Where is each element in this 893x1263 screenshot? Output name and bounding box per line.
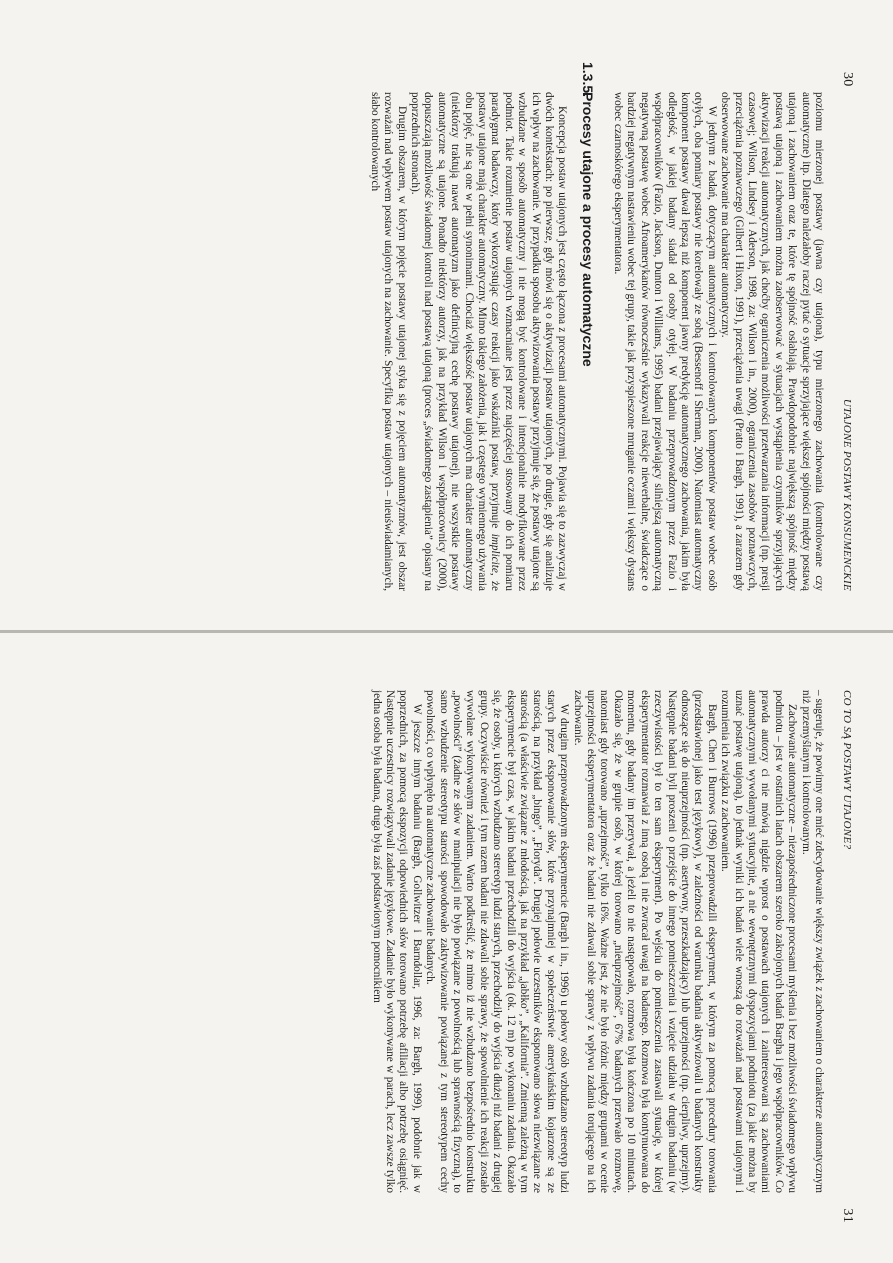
paragraph: Drugim obszarem, w którym pojęcie postawy utajonej styka się z pojęciem automatyzmów, jest obszar rozważań nad wpływem postaw utajonych na zachowanie. Specyfika postaw utajonych – nieuświadamianych, słabo kontrolowanych xyxy=(368,92,408,591)
running-header xyxy=(825,690,855,1223)
running-header xyxy=(825,72,855,591)
section-number: 1.3.5. xyxy=(580,62,597,98)
running-head-title: UTAJONE POSTAWY KONSUMENCKIE xyxy=(841,398,853,591)
paragraph: Bargh, Chen i Burrows (1996) przeprowadzili eksperyment, w którym za pomocą procedury torowania (przedstawionej jako test językowy), w zależności od warunku badania aktywizowali u badanych konstrukty odnoszące się do nieuprzejmości (np. asertywny, przeszkadzający) lub uprzejmości (np. cierpliwy, uprzejmy). Następnie badani byli proszeni o przejście do innego pomieszczenia i wzięcie udziału w drugim badaniu (w rzeczywistości był to ten sam eksperyment). Po wejściu do pomieszczenia zastawali sytuację, w której eksperymentator rozmawiał z inną osobą i nie zwracał uwagi na badanego. Rozmowa była kontynuowana do momentu, gdy badany im przerywał, a jeżeli to nie następowało, rozmowa była kończona po 10 minutach. Okazało się, że w grupie osób, w której torowano „nieuprzejmość”, 67% badanych przerwało rozmowę, natomiast gdy torowano „uprzejmość”, tylko 16%. Ważne jest, że nie było różnic między grupami w ocenie uprzejmości eksperymentatora oraz że badani nie zdawali sobie sprawy z wpływu zadania torującego na ich zachowanie. xyxy=(571,690,718,1193)
paragraph: W drugim przeprowadzonym eksperymencie (Bargh i in., 1996) u połowy osób wzbudzano stereotyp ludzi starych przez eksponowanie słów, które przynajmniej w społeczeństwie amerykańskim kojarzone są ze starością, na przykład „bingo”, „Floryda”. Drugiej połowie uczestników eksponowano słowa niezwiązane ze starością (a właściwie związane z młodością, jak na przykład „jabłko”, „Kalifornia”. Zmienną zależną w tym eksperymencie był czas, w jakim badani przechodzili do wyjścia (ok. 12 m) po wykonaniu zadania. Okazało się, że osoby, u których wzbudzano stereotyp ludzi starych, przechodziły do wyjścia dłużej niż badani z drugiej grupy. Oczywiście również i tym razem badani nie zdawali sobie sprawy, że spowolnienie ich reakcji zostało wywołane wykonywanym zadaniem. Warto podkreślić, że mimo iż nie wzbudzano bezpośrednio konstruktu „powolności” (żadne ze słów w manipulacji nie było powiązane z powolnością lub sprawnością fizyczną), to samo wzbudzenie stereotypu starości spowodowało zaktywizowanie powiązanej z tym stereotypem cechy powolności, co wpłynęło na automatyczne zachowanie badanych. xyxy=(424,690,571,1193)
page-number: 31 xyxy=(840,1208,855,1223)
paragraph-text: , że postawy utajone mają charakter automatyczny. Mimo takiego założenia, jak i częstego wymiennego używania obu pojęć, nie są one w pełni synonimami. Chociaż większość postaw utajonych ma charakter automatyczny (niektórzy traktują nawet automatyzm jako definicyjną cechę postawy utajonej), nie wszystkie postawy automatyczne są utajone. Ponadto niektórzy autorzy, jak na przykład Wilson i współpracownicy (2000), dopuszczają możliwość świadomej kontroli nad postawą utajoną (proces „świadomego zastąpienia” opisany na poprzednich stronach). xyxy=(409,92,502,591)
section-title: Procesy utajone a procesy automatyczne xyxy=(580,92,597,367)
paragraph: W jeszcze innym badaniu (Bargh, Gollwitzer i Barndollar, 1996, za: Bargh, 1999), podobnie jak w poprzednich, za pomocą ekspozycji odpowiednich słów torowano potrzebę afiliacji albo potrzebę osiągnięć. Następnie uczestnicy rozwiązywali zadanie językowe. Zadanie było wykonywane w parach, lecz zawsze tylko jedna osoba była badana, druga była zaś podstawionym pomocnikiem xyxy=(370,690,423,1193)
paragraph: – sugeruje, że powinny one mieć zdecydowanie większy związek z zachowaniem o charakterze automatycznym niż przemyślanym i kontrolowanym. xyxy=(799,690,825,1193)
paragraph: Zachowanie automatyczne – niezapośredniczone procesami myślenia i bez możliwości świadomego wpływu podmiotu – jest w ostatnich latach obszarem szeroko zakrojonych badań Bargha i jego współpracowników. Co prawda autorzy ci nie mówią nigdzie wprost o postawach utajonych i zainteresowani są zachowaniami automatycznymi wywołanymi sytuacyjnie, a nie wewnętrznymi dyspozycjami podmiotu (za jakie można by uznać postawę utajoną), to jednak wyniki ich badań wiele wnoszą do rozważań nad postawami utajonymi i rozumienia ich związku z zachowaniem. xyxy=(719,690,799,1193)
paragraph-text: Koncepcja postaw utajonych jest często łączona z procesami automatycznymi. Pojawia się to zazwyczaj w dwóch kontekstach: po pierwsze, gdy mówi się o aktywizacji postaw utajonych, po drugie, gdy się analizuje ich wpływ na zachowanie. W przypadku sposobu aktywizowania postawy przyjmuje się, że postawy utajone są wzbudzane w sposób automatyczny i nie mogą być kontrolowane i intencjonalnie modyfikowane przez podmiot. Takie rozumienie postaw utajonych wzmacniane jest przez najczęściej stosowany do ich pomiaru paradygmat badawczy, który wykorzystując czasy reakcji jako wskaźniki postaw, przyjmuje xyxy=(489,92,569,591)
paragraph: W jednym z badań, dotyczącym automatycznych i kontrolowanych komponentów postaw wobec osób otyłych, oba pomiary postawy nie korelowały ze sobą (Bessenoff i Sherman, 2000). Natomiast automatyczny komponent postawy dawał lepszą niż komponent jawny predykcję automatycznego zachowania, jakim była odległość, w jakiej badany siadał od osoby otyłej. W badaniu przeprowadzonym przez Fazio i współpracowników (Fazio, Jackson, Dunton i Williams, 1995) badani przejawiający silniejszą automatyczną negatywną postawę wobec Afroamerykanów równocześnie wykazywali reakcje niewerbalne, świadczące o bardziej negatywnym nastawieniu wobec tej grupy, takie jak przyspieszone mruganie oczami i większy dystans wobec czarnoskórego eksperymentatora. xyxy=(611,92,718,591)
right-page xyxy=(0,632,893,1263)
left-page xyxy=(0,0,893,631)
paragraph: poziomu mierzonej postawy (jawna czy utajona), typu mierzonego zachowania (kontrolowane czy automatyczne) itp. Dlatego należałoby raczej pytać o sytuacje sprzyjające większej spójności między postawą utajoną i zachowaniem oraz te, które tę spójność osłabiają. Prawdopodobnie największą spójność między postawą utajoną i zachowaniem można zaobserwować w sytuacjach wystąpienia czynników sprzyjających aktywizacji reakcji automatycznych, jak choćby ograniczenia możliwości przetwarzania informacji (np. presji czasowej; Wilson, Lindsey i Aderson, 1998, za: Wilson i in., 2000), ograniczenia zasobów poznawczych, przeciążenia poznawczego (Gilbert i Hixon, 1991), przeciążenia uwagi (Pratto i Bargh, 1991), a zarazem gdy obserwowane zachowanie ma charakter automatyczny. xyxy=(719,92,825,591)
italic-term: implicite xyxy=(489,533,502,573)
paragraph xyxy=(408,92,569,591)
left-page-body xyxy=(367,62,825,591)
running-head-title: CO TO SĄ POSTAWY UTAJONE? xyxy=(841,690,853,850)
page-number: 30 xyxy=(840,72,855,87)
section-heading xyxy=(581,62,597,591)
right-page-body xyxy=(369,690,825,1193)
